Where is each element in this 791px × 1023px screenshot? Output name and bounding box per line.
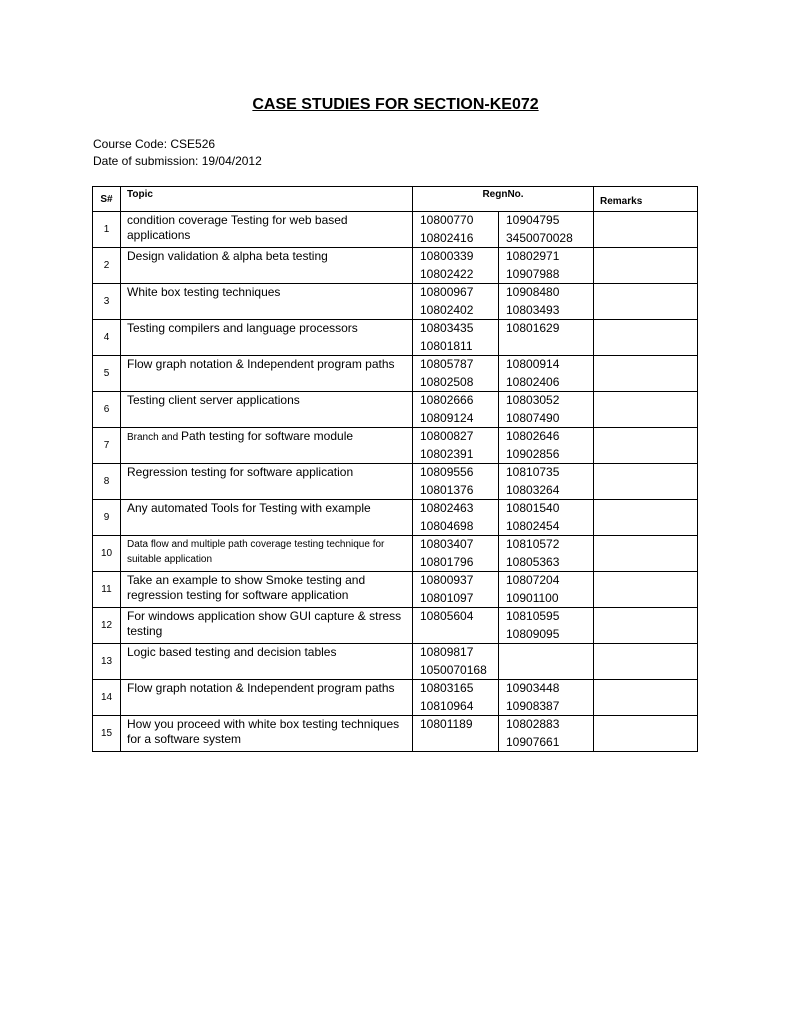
regn-number: 10810595: [506, 609, 560, 623]
row-sno: 14: [93, 680, 121, 716]
row-topic: Data flow and multiple path coverage testing technique for suitable application: [121, 536, 413, 572]
regn-number: 10907988: [506, 266, 560, 281]
row-remarks: [594, 608, 698, 644]
regn-number: [420, 734, 491, 752]
row-sno: 12: [93, 608, 121, 644]
row-topic: condition coverage Testing for web based applications: [121, 212, 413, 248]
row-remarks: [594, 716, 698, 752]
regn-number: 1050070168: [420, 662, 487, 677]
row-regn-b: [499, 644, 594, 680]
row-regn-b: [499, 320, 594, 356]
row-topic: Flow graph notation & Independent program paths: [121, 680, 413, 716]
row-topic: Flow graph notation & Independent program paths: [121, 356, 413, 392]
row-remarks: [594, 284, 698, 320]
regn-number: 10801796: [420, 554, 474, 569]
table-row: [93, 392, 698, 428]
row-regn-a: [413, 248, 499, 284]
regn-number: 10801097: [420, 590, 474, 605]
regn-number: 10904795: [506, 213, 560, 227]
row-remarks: [594, 536, 698, 572]
table-row: [93, 428, 698, 464]
row-topic: Testing compilers and language processors: [121, 320, 413, 356]
row-regn-a: [413, 428, 499, 464]
row-topic: Design validation & alpha beta testing: [121, 248, 413, 284]
row-regn-a: [413, 572, 499, 608]
regn-number: 10803052: [506, 393, 560, 407]
regn-number: 10802666: [420, 393, 474, 407]
regn-number: 3450070028: [506, 230, 573, 245]
regn-number: 10802422: [420, 266, 474, 281]
regn-number: 10802463: [420, 501, 474, 515]
regn-number: 10800827: [420, 429, 474, 443]
table-row: [93, 500, 698, 536]
row-sno: 3: [93, 284, 121, 320]
row-sno: 13: [93, 644, 121, 680]
regn-number: 10804698: [420, 518, 474, 533]
regn-number: [506, 338, 586, 356]
row-regn-b: [499, 536, 594, 572]
row-topic: How you proceed with white box testing techniques for a software system: [121, 716, 413, 752]
row-topic: Logic based testing and decision tables: [121, 644, 413, 680]
table-row: [93, 716, 698, 752]
row-regn-b: [499, 212, 594, 248]
row-regn-a: [413, 680, 499, 716]
regn-number: 10803264: [506, 482, 560, 497]
topic-prefix: Branch and: [127, 432, 181, 443]
regn-number: 10809817: [420, 645, 474, 659]
row-sno: 5: [93, 356, 121, 392]
regn-number: 10802391: [420, 446, 474, 461]
topic-text: Path testing for software module: [180, 429, 354, 443]
regn-number: 10802508: [420, 374, 474, 389]
table-row: [93, 536, 698, 572]
row-topic: White box testing techniques: [121, 284, 413, 320]
row-regn-b: [499, 500, 594, 536]
row-remarks: [594, 500, 698, 536]
regn-number: 10805363: [506, 554, 560, 569]
row-remarks: [594, 644, 698, 680]
row-regn-a: [413, 356, 499, 392]
row-regn-a: [413, 212, 499, 248]
submission-date: Date of submission: 19/04/2012: [93, 154, 262, 168]
row-regn-b: [499, 248, 594, 284]
row-regn-b: [499, 392, 594, 428]
header-sno: S#: [93, 187, 121, 212]
row-regn-b: [499, 356, 594, 392]
regn-number: [506, 644, 586, 662]
case-studies-table: [92, 186, 698, 752]
regn-number: 10800967: [420, 285, 474, 299]
row-remarks: [594, 320, 698, 356]
row-regn-a: [413, 320, 499, 356]
row-topic: [121, 428, 413, 464]
row-topic: Any automated Tools for Testing with example: [121, 500, 413, 536]
row-sno: 2: [93, 248, 121, 284]
regn-number: 10803435: [420, 321, 474, 335]
row-topic: Regression testing for software application: [121, 464, 413, 500]
regn-number: 10810964: [420, 698, 474, 713]
row-regn-a: [413, 392, 499, 428]
table-row: [93, 572, 698, 608]
row-sno: 4: [93, 320, 121, 356]
row-regn-a: [413, 284, 499, 320]
regn-number: 10805787: [420, 357, 474, 371]
row-remarks: [594, 356, 698, 392]
regn-number: 10802402: [420, 302, 474, 317]
row-regn-a: [413, 716, 499, 752]
regn-number: 10801189: [420, 717, 473, 731]
regn-number: 10800770: [420, 213, 474, 227]
row-remarks: [594, 680, 698, 716]
row-remarks: [594, 392, 698, 428]
row-regn-a: [413, 536, 499, 572]
row-sno: 8: [93, 464, 121, 500]
regn-number: 10801811: [420, 338, 473, 353]
table-row: [93, 464, 698, 500]
row-sno: 15: [93, 716, 121, 752]
row-sno: 10: [93, 536, 121, 572]
regn-number: 10809095: [506, 626, 560, 641]
regn-number: 10801376: [420, 482, 474, 497]
table-row: [93, 680, 698, 716]
row-regn-b: [499, 572, 594, 608]
table-row: [93, 248, 698, 284]
row-remarks: [594, 248, 698, 284]
row-regn-b: [499, 680, 594, 716]
row-sno: 9: [93, 500, 121, 536]
regn-number: 10810735: [506, 465, 560, 479]
regn-number: [506, 662, 586, 680]
regn-number: 10802883: [506, 717, 560, 731]
regn-number: 10801629: [506, 321, 560, 335]
regn-number: 10803493: [506, 302, 560, 317]
course-code: Course Code: CSE526: [93, 137, 216, 151]
row-sno: 11: [93, 572, 121, 608]
row-regn-a: [413, 500, 499, 536]
row-regn-b: [499, 608, 594, 644]
regn-number: 10801540: [506, 501, 560, 515]
header-topic: Topic: [121, 187, 413, 212]
regn-number: 10803165: [420, 681, 474, 695]
regn-number: 10802646: [506, 429, 560, 443]
regn-number: 10809556: [420, 465, 474, 479]
regn-number: 10907661: [506, 734, 560, 749]
regn-number: 10807490: [506, 410, 560, 425]
regn-number: 10800937: [420, 573, 474, 587]
regn-number: 10903448: [506, 681, 560, 695]
row-regn-a: [413, 644, 499, 680]
row-remarks: [594, 212, 698, 248]
table-row: [93, 284, 698, 320]
regn-number: 10800914: [506, 357, 560, 371]
row-remarks: [594, 464, 698, 500]
table-row: [93, 212, 698, 248]
row-sno: 7: [93, 428, 121, 464]
regn-number: 10802416: [420, 230, 474, 245]
regn-number: 10810572: [506, 537, 560, 551]
regn-number: 10805604: [420, 609, 474, 623]
regn-number: 10908387: [506, 698, 560, 713]
row-sno: 1: [93, 212, 121, 248]
regn-number: [420, 626, 491, 644]
table-row: [93, 644, 698, 680]
regn-number: 10901100: [506, 590, 559, 605]
row-remarks: [594, 572, 698, 608]
regn-number: 10803407: [420, 537, 474, 551]
table-row: [93, 608, 698, 644]
table-header-row: [93, 187, 698, 212]
row-regn-b: [499, 428, 594, 464]
row-regn-b: [499, 716, 594, 752]
row-regn-b: [499, 464, 594, 500]
regn-number: 10809124: [420, 410, 474, 425]
row-remarks: [594, 428, 698, 464]
row-sno: 6: [93, 392, 121, 428]
regn-number: 10902856: [506, 446, 560, 461]
header-remarks: Remarks: [594, 187, 698, 212]
table-row: [93, 356, 698, 392]
regn-number: 10807204: [506, 573, 560, 587]
row-regn-b: [499, 284, 594, 320]
row-regn-a: [413, 608, 499, 644]
row-topic: Take an example to show Smoke testing and regression testing for software application: [121, 572, 413, 608]
row-topic: Testing client server applications: [121, 392, 413, 428]
regn-number: 10802406: [506, 374, 560, 389]
regn-number: 10908480: [506, 285, 560, 299]
row-topic: For windows application show GUI capture & stress testing: [121, 608, 413, 644]
table-row: [93, 320, 698, 356]
header-regn: RegnNo.: [413, 187, 594, 212]
row-regn-a: [413, 464, 499, 500]
regn-number: 10802454: [506, 518, 560, 533]
regn-number: 10800339: [420, 249, 474, 263]
document-title: CASE STUDIES FOR SECTION-KE072: [252, 96, 539, 113]
regn-number: 10802971: [506, 249, 560, 263]
